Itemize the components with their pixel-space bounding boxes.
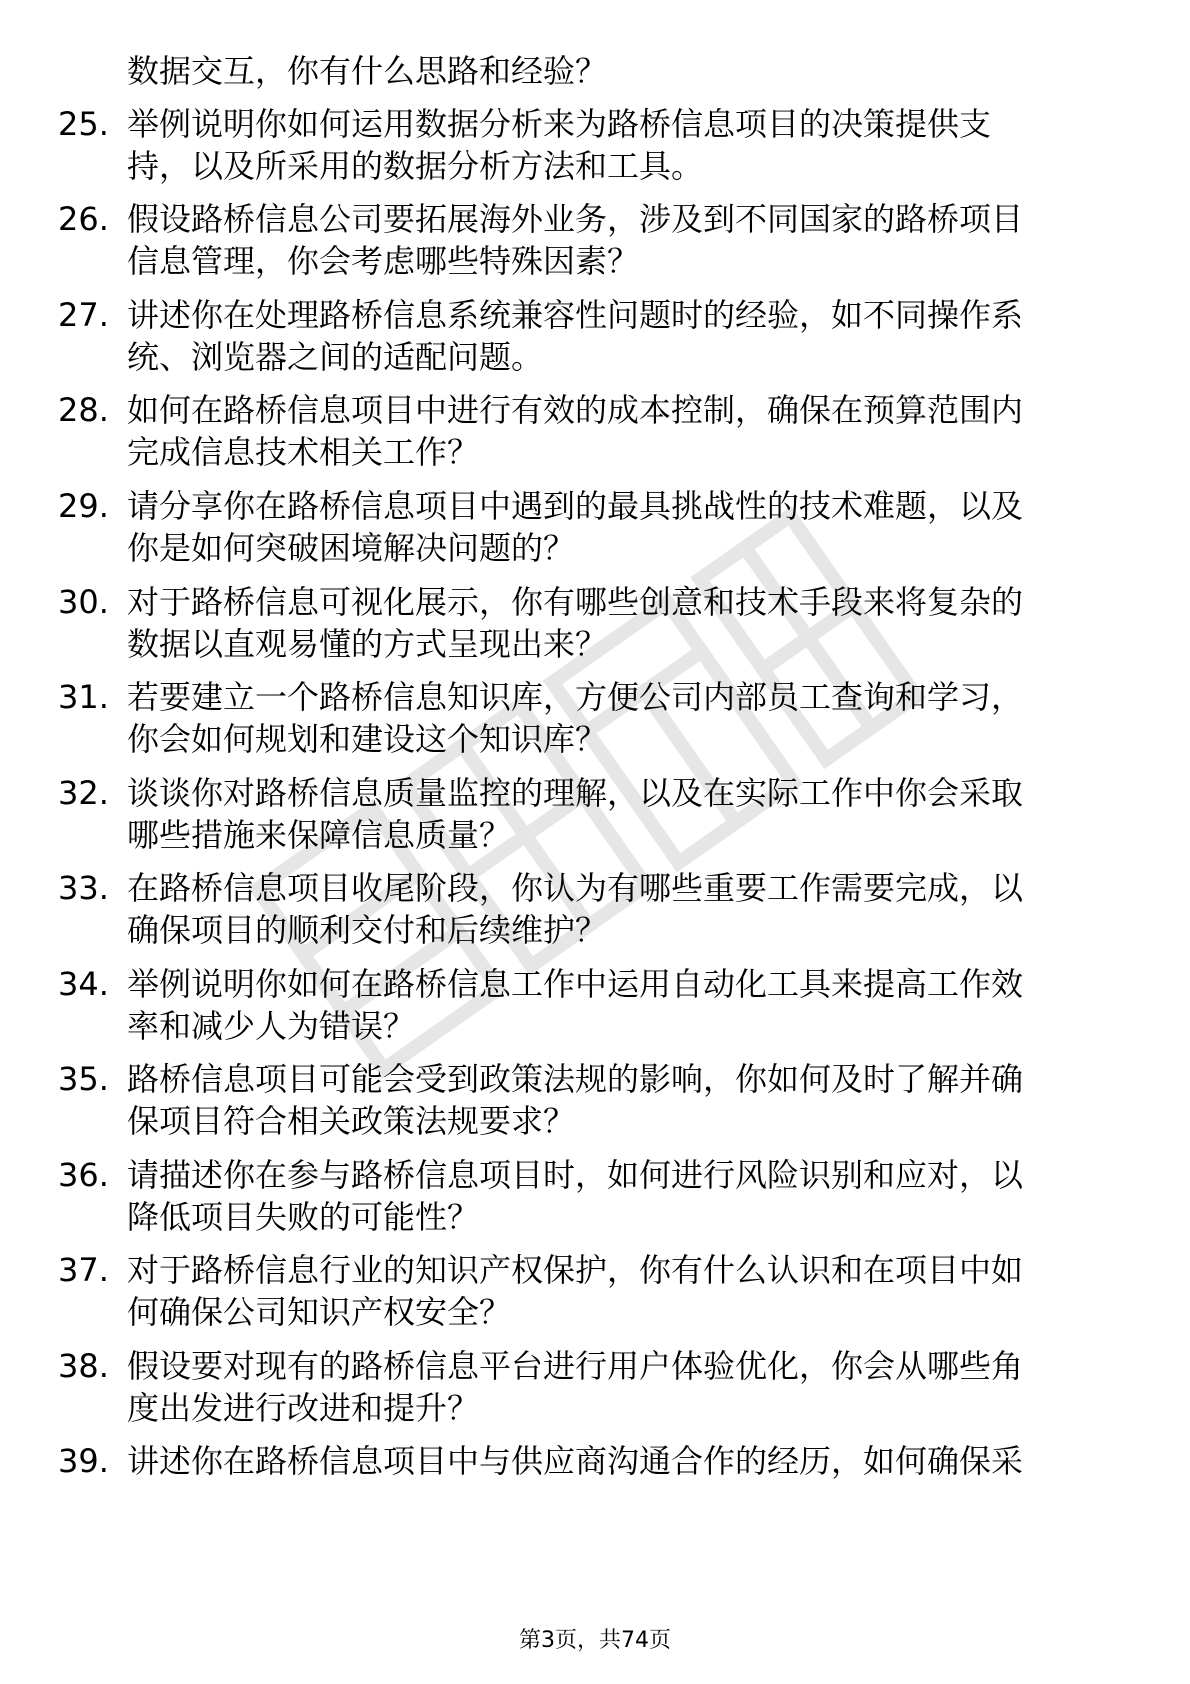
list-item bbox=[0, 676, 1190, 766]
question-text-line: 统、浏览器之间的适配问题。 bbox=[127, 338, 544, 376]
question-text-line: 你会如何规划和建设这个知识库？ bbox=[127, 720, 608, 758]
question-number: 33. bbox=[58, 869, 109, 907]
page-number-footer: 第3页，共74页 bbox=[519, 1628, 671, 1653]
question-text-line: 降低项目失败的可能性？ bbox=[127, 1198, 480, 1236]
question-text-line: 完成信息技术相关工作？ bbox=[127, 433, 480, 471]
question-text-line: 谈谈你对路桥信息质量监控的理解，以及在实际工作中你会采取 bbox=[127, 774, 1024, 812]
list-item bbox=[0, 867, 1190, 957]
question-text-line: 若要建立一个路桥信息知识库，方便公司内部员工查询和学习， bbox=[127, 678, 1024, 716]
question-text-line: 在路桥信息项目收尾阶段，你认为有哪些重要工作需要完成，以 bbox=[127, 869, 1024, 907]
question-number: 38. bbox=[58, 1347, 109, 1385]
question-number: 28. bbox=[58, 391, 109, 429]
question-text-line: 讲述你在路桥信息项目中与供应商沟通合作的经历，如何确保采 bbox=[127, 1442, 1024, 1480]
question-text-line: 确保项目的顺利交付和后续维护？ bbox=[127, 911, 608, 949]
question-text-line: 你是如何突破困境解决问题的？ bbox=[127, 529, 576, 567]
list-item bbox=[0, 389, 1190, 479]
list-item bbox=[0, 294, 1190, 384]
list-item bbox=[0, 1058, 1190, 1148]
question-text-line: 举例说明你如何运用数据分析来为路桥信息项目的决策提供支 bbox=[127, 105, 992, 143]
question-text-line: 如何在路桥信息项目中进行有效的成本控制，确保在预算范围内 bbox=[127, 391, 1024, 429]
question-number: 29. bbox=[58, 487, 109, 525]
list-item bbox=[0, 963, 1190, 1053]
question-text-line: 保项目符合相关政策法规要求？ bbox=[127, 1102, 576, 1140]
question-number: 36. bbox=[58, 1156, 109, 1194]
list-item bbox=[0, 198, 1190, 288]
question-number: 35. bbox=[58, 1060, 109, 1098]
question-number: 34. bbox=[58, 965, 109, 1003]
question-text-line: 对于路桥信息行业的知识产权保护，你有什么认识和在项目中如 bbox=[127, 1251, 1024, 1289]
question-number: 37. bbox=[58, 1251, 109, 1289]
question-text-line: 请描述你在参与路桥信息项目时，如何进行风险识别和应对，以 bbox=[127, 1156, 1024, 1194]
question-text-line: 对于路桥信息可视化展示，你有哪些创意和技术手段来将复杂的 bbox=[127, 583, 1024, 621]
question-number: 31. bbox=[58, 678, 109, 716]
question-text-line: 信息管理，你会考虑哪些特殊因素？ bbox=[127, 242, 640, 280]
list-item bbox=[0, 772, 1190, 862]
list-item bbox=[0, 1154, 1190, 1244]
question-text-line: 数据以直观易懂的方式呈现出来？ bbox=[127, 625, 608, 663]
question-text-line: 何确保公司知识产权安全？ bbox=[127, 1293, 512, 1331]
list-item bbox=[0, 1249, 1190, 1339]
question-text-line: 持，以及所采用的数据分析方法和工具。 bbox=[127, 147, 704, 185]
question-text-line: 讲述你在处理路桥信息系统兼容性问题时的经验，如不同操作系 bbox=[127, 296, 1024, 334]
question-text-line: 率和减少人为错误？ bbox=[127, 1007, 416, 1045]
question-text-line: 路桥信息项目可能会受到政策法规的影响，你如何及时了解并确 bbox=[127, 1060, 1024, 1098]
question-text-line: 度出发进行改进和提升？ bbox=[127, 1389, 480, 1427]
list-item bbox=[0, 485, 1190, 575]
question-text-line: 举例说明你如何在路桥信息工作中运用自动化工具来提高工作效 bbox=[127, 965, 1024, 1003]
question-text-line: 假设路桥信息公司要拓展海外业务，涉及到不同国家的路桥项目 bbox=[127, 200, 1024, 238]
list-item bbox=[0, 581, 1190, 671]
question-number: 39. bbox=[58, 1442, 109, 1480]
question-number: 27. bbox=[58, 296, 109, 334]
list-item bbox=[0, 1345, 1190, 1435]
question-text-line: 请分享你在路桥信息项目中遇到的最具挑战性的技术难题，以及 bbox=[127, 487, 1024, 525]
continuation-text: 数据交互，你有什么思路和经验？ bbox=[127, 52, 608, 90]
question-number: 25. bbox=[58, 105, 109, 143]
list-item bbox=[0, 103, 1190, 193]
question-text-line: 哪些措施来保障信息质量？ bbox=[127, 816, 512, 854]
list-item bbox=[0, 1440, 1190, 1530]
question-number: 30. bbox=[58, 583, 109, 621]
question-text-line: 假设要对现有的路桥信息平台进行用户体验优化，你会从哪些角 bbox=[127, 1347, 1024, 1385]
question-number: 26. bbox=[58, 200, 109, 238]
question-number: 32. bbox=[58, 774, 109, 812]
